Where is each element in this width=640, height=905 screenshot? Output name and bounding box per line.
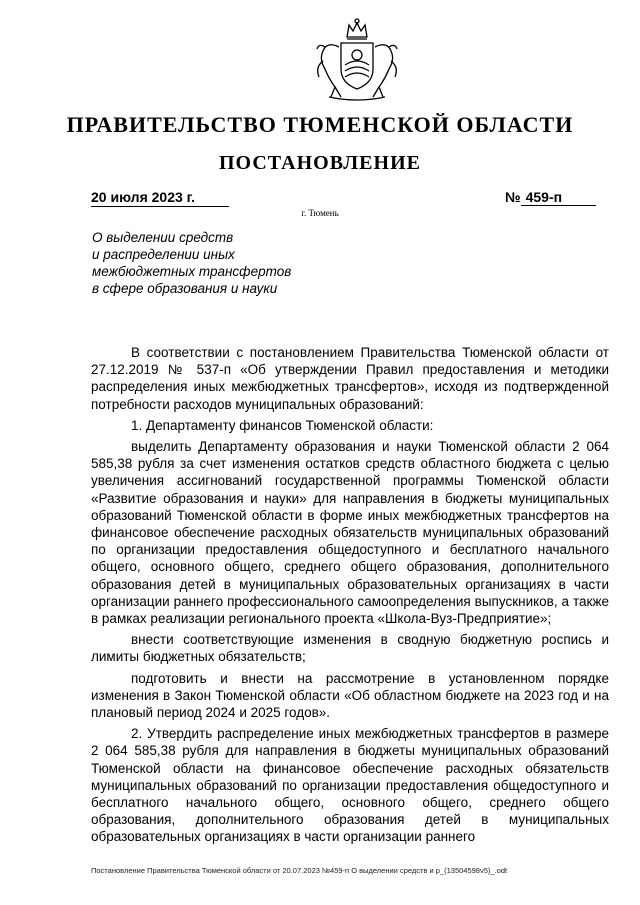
document-date: 20 июля 2023 г.: [91, 189, 229, 207]
document-number: [505, 189, 596, 206]
coat-of-arms-icon: [309, 17, 405, 101]
subject-line: и распределении иных: [92, 247, 235, 262]
body-paragraph: В соответствии с постановлением Правительства Тюменской области от 27.12.2019 № 537-п «Об утверждении Правил предоставления и методики распределения иных межбюджетных трансфертов», исходя из подтвержденной потребности расходов муниципальных образований:: [91, 345, 609, 412]
subject-line: в сфере образования и науки: [92, 281, 278, 296]
body-paragraph: подготовить и внести на рассмотрение в установленном порядке изменения в Закон Тюменской области «Об областном бюджете на 2023 год и на плановый период 2024 и 2025 годов».: [91, 670, 609, 721]
body-paragraph: внести соответствующие изменения в сводную бюджетную роспись и лимиты бюджетных обязательств;: [91, 632, 609, 665]
body-paragraph: 2. Утвердить распределение иных межбюджетных трансфертов в размере 2 064 585,38 рубля для направления в бюджеты муниципальных образований Тюменской области на финансовое обеспечение расходных обязательств муниципальных образований по организации предоставления общедоступного и бесплатного начального общего, основного общего, среднего общего образования, дополнительного образования детей в муниципальных образовательных организациях в части организации раннего: [91, 726, 609, 845]
government-title: ПРАВИТЕЛЬСТВО ТЮМЕНСКОЙ ОБЛАСТИ: [66, 112, 574, 137]
document-subject: [92, 229, 332, 297]
document-body: [91, 344, 609, 850]
subject-line: межбюджетных трансфертов: [92, 264, 292, 279]
subject-line: О выделении средств: [92, 230, 234, 245]
body-paragraph: выделить Департаменту образования и науки Тюменской области 2 064 585,38 рубля за счет изменения остатков средств областного бюджета с целью увеличения ассигнований государственной программы Тюменской области «Развитие образования и науки» для направления в бюджеты муниципальных образований Тюменской области в форме иных межбюджетных трансфертов на финансовое обеспечение расходных обязательств муниципальных образований по организации предоставления общедоступного и бесплатного начального общего, основного общего, среднего общего образования, дополнительного образования детей в муниципальных образовательных организациях в части организации раннего профессионального самоопределения выпускников, а также в рамках реализации регионального проекта «Школа-Вуз-Предприятие»;: [91, 439, 609, 627]
body-paragraph: 1. Департаменту финансов Тюменской области:: [131, 417, 434, 433]
city: г. Тюмень: [301, 208, 339, 218]
document-type: ПОСТАНОВЛЕНИЕ: [219, 152, 421, 174]
number-value: 459-п: [521, 189, 596, 206]
number-sign: №: [505, 189, 521, 205]
page-footer: Постановление Правительства Тюменской области от 20.07.2023 №459-п О выделении средств и р_(13504598v5)_.odt: [91, 866, 508, 875]
